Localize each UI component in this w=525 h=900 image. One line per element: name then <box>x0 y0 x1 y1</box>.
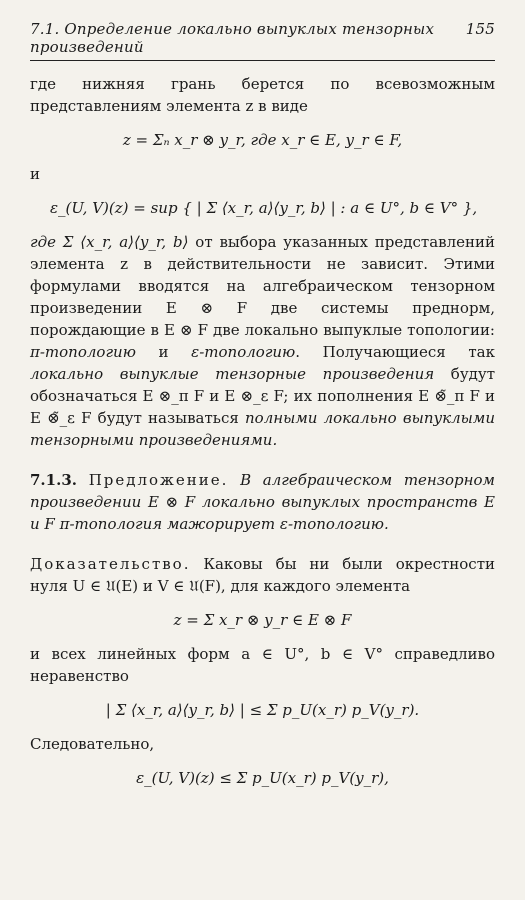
running-title: 7.1. Определение локально выпуклых тензорных произведений <box>30 20 435 56</box>
paragraph-4: Следовательно, <box>30 735 155 753</box>
paragraph-2-and: и <box>135 343 192 361</box>
proposition-number: 7.1.3. <box>30 471 77 489</box>
proposition <box>30 469 495 535</box>
page-number: 155 <box>465 20 495 38</box>
proposition-heading: Предложение. <box>88 471 229 489</box>
paragraph-3: и всех линейных форм a ∈ U°, b ∈ V° справедливо неравенство <box>30 645 495 685</box>
proof-text: Каковы бы ни были окрестности нуля U ∈ 𝔘(E) и V ∈ 𝔘(F), для каждого элемента <box>30 555 495 595</box>
paragraph-2-text-2: . Получающиеся так <box>295 343 495 361</box>
proof <box>30 553 495 597</box>
paragraph-2 <box>30 231 495 451</box>
formula-conclusion: ε_(U, V)(z) ≤ Σ p_U(x_r) p_V(y_r), <box>136 769 389 787</box>
paragraph-1: где нижняя грань берется по всевозможным представлениям элемента z в виде <box>30 75 495 115</box>
formula-inequality: | Σ ⟨x_r, a⟩⟨y_r, b⟩ | ≤ Σ p_U(x_r) p_V(y_r). <box>105 701 420 719</box>
paragraph-2-text-3: будут обозначаться E ⊗_π F и E ⊗_ε F; их пополнения E ⊗̃_π F и E ⊗̃_ε F будут называться <box>30 365 495 427</box>
proposition-statement: В алгебраическом тензорном произведении E ⊗ F локально выпуклых пространств E и F π-топология мажорирует ε-топологию. <box>30 471 495 533</box>
conjunction-and: и <box>30 165 40 183</box>
formula-representation: z = Σₙ x_r ⊗ y_r, где x_r ∈ E, y_r ∈ F, <box>122 131 403 149</box>
running-header <box>30 20 495 61</box>
proof-heading: Доказательство. <box>30 555 191 573</box>
lctp-term: локально выпуклые тензорные произведения <box>30 365 435 383</box>
epsilon-topology-term: ε-топологию <box>191 343 296 361</box>
complete-lctp-term: полными локально выпуклыми тензорными произведениями. <box>30 409 496 449</box>
formula-epsilon-seminorm: ε_(U, V)(z) = sup { | Σ ⟨x_r, a⟩⟨y_r, b⟩ | : a ∈ U°, b ∈ V° }, <box>50 199 478 217</box>
sum-expression: где Σ ⟨x_r, a⟩⟨y_r, b⟩ <box>30 233 189 251</box>
formula-element-z: z = Σ x_r ⊗ y_r ∈ E ⊗ F <box>173 611 352 629</box>
paragraph-2-text: от выбора указанных представлений элемента z в действительности не зависит. Этими формулами вводятся на алгебраическом тензорном произведении E ⊗ F две системы преднорм, порождающие в E ⊗ F две локально выпуклые топологии: <box>30 233 495 339</box>
body-text <box>30 73 495 789</box>
pi-topology-term: π-топологию <box>30 343 136 361</box>
